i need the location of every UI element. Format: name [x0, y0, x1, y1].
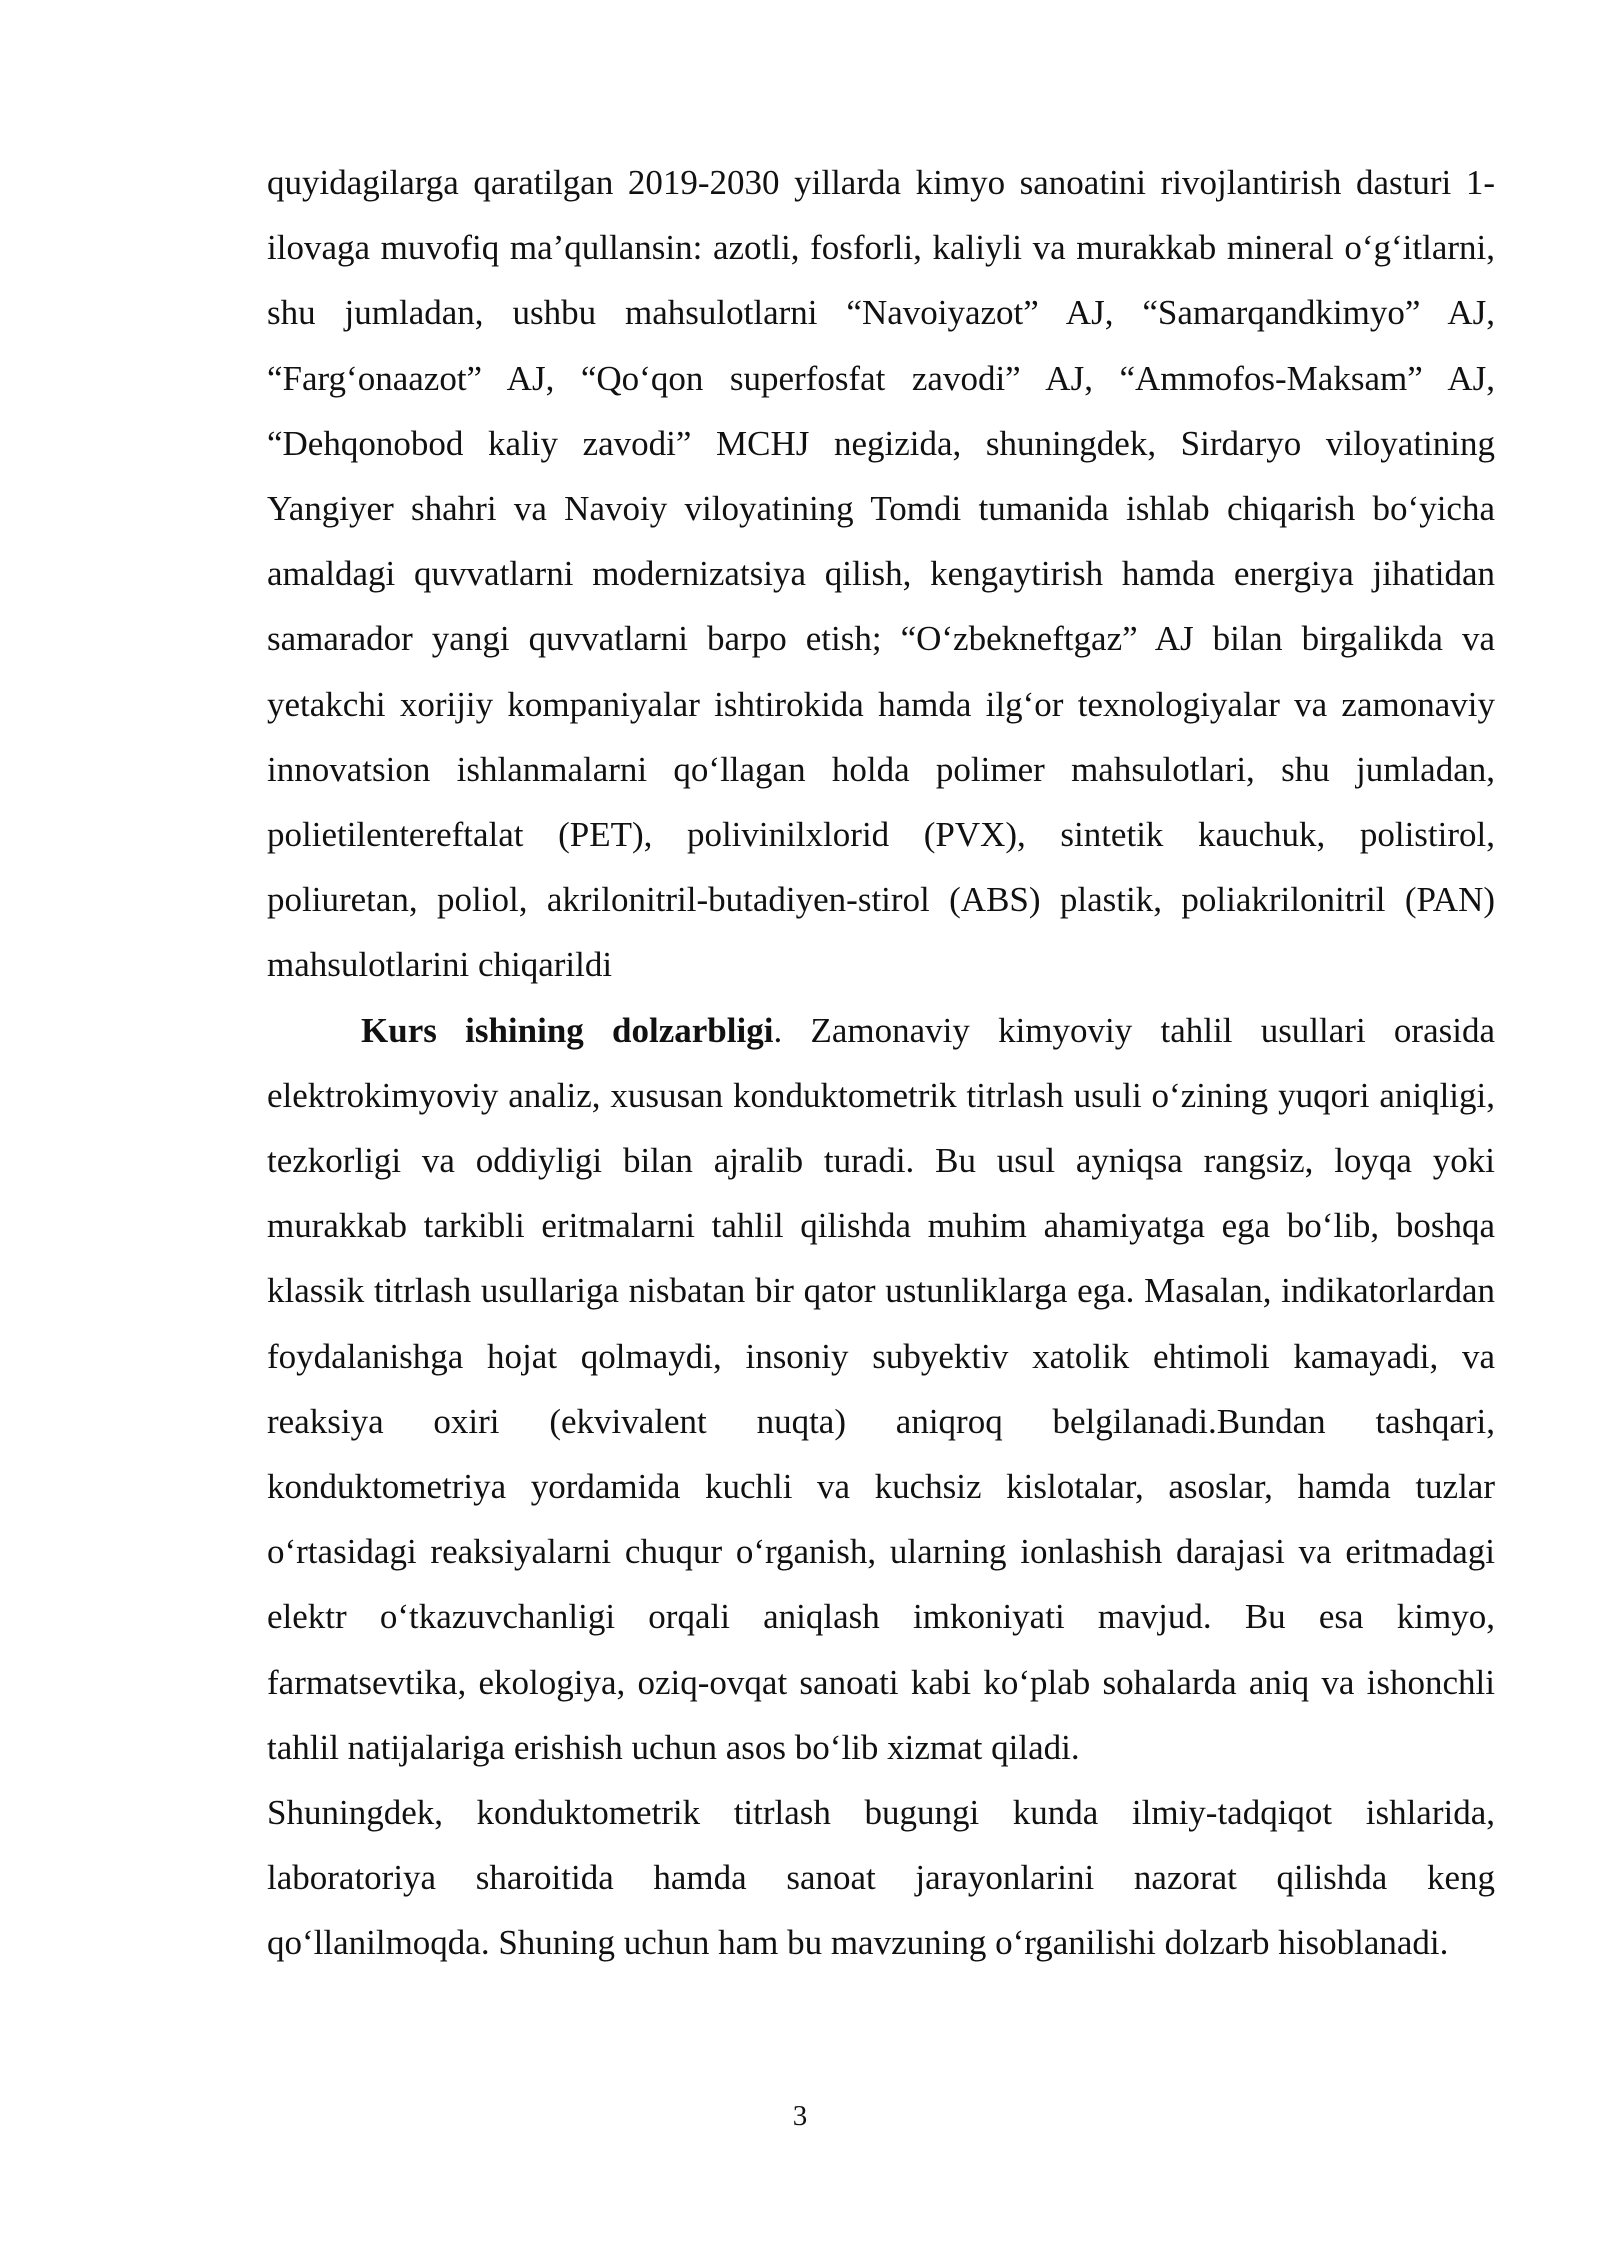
section-heading-inline: Kurs ishining dolzarbligi [361, 1010, 774, 1050]
paragraph-relevance-body: . Zamonaviy kimyoviy tahlil usullari orasida elektrokimyoviy analiz, xususan konduktometrik titrlash usuli o‘zining yuqori aniqligi, tezkorligi va oddiyligi bilan ajralib turadi. Bu usul ayniqsa rangsiz, loyqa yoki murakkab tarkibli eritmalarni tahlil qilishda muhim ahamiyatga ega bo‘lib, boshqa klassik titrlash usullariga nisbatan bir qator ustunliklarga ega. Masalan, indikatorlardan foydalanishga hojat qolmaydi, insoniy subyektiv xatolik ehtimoli kamayadi, va reaksiya oxiri (ekvivalent nuqta) aniqroq belgilanadi.Bundan tashqari, konduktometriya yordamida kuchli va kuchsiz kislotalar, asoslar, hamda tuzlar o‘rtasidagi reaksiyalarni chuqur o‘rganish, ularning ionlashish darajasi va eritmadagi elektr o‘tkazuvchanligi orqali aniqlash imkoniyati mavjud. Bu esa kimyo, farmatsevtika, ekologiya, oziq-ovqat sanoati kabi ko‘plab sohalarda aniq va ishonchli tahlil natijalariga erishish uchun asos bo‘lib xizmat qiladi. [267, 1010, 1495, 1767]
body-text [267, 150, 1495, 1976]
paragraph-continuation: quyidagilarga qaratilgan 2019-2030 yillarda kimyo sanoatini rivojlantirish dasturi 1-ilovaga muvofiq ma’qullansin: azotli, fosforli, kaliyli va murakkab mineral o‘g‘itlarni, shu jumladan, ushbu mahsulotlarni “Navoiyazot” AJ, “Samarqandkimyo” AJ, “Farg‘onaazot” AJ, “Qo‘qon superfosfat zavodi” AJ, “Ammofos-Maksam” AJ, “Dehqonobod kaliy zavodi” MCHJ negizida, shuningdek, Sirdaryo viloyatining Yangiyer shahri va Navoiy viloyatining Tomdi tumanida ishlab chiqarish bo‘yicha amaldagi quvvatlarni modernizatsiya qilish, kengaytirish hamda energiya jihatidan samarador yangi quvvatlarni barpo etish; “O‘zbekneftgaz” AJ bilan birgalikda va yetakchi xorijiy kompaniyalar ishtirokida hamda ilg‘or texnologiyalar va zamonaviy innovatsion ishlanmalarni qo‘llagan holda polimer mahsulotlari, shu jumladan, polietilentereftalat (PET), polivinilxlorid (PVX), sintetik kauchuk, polistirol, poliuretan, poliol, akrilonitril-butadiyen-stirol (ABS) plastik, poliakrilonitril (PAN) mahsulotlarini chiqarildi [267, 163, 1495, 985]
page-number: 3 [792, 2100, 808, 2132]
paragraph-conclusion: Shuningdek, konduktometrik titrlash bugungi kunda ilmiy-tadqiqot ishlarida, laboratoriya sharoitida hamda sanoat jarayonlarini nazorat qilishda keng qo‘llanilmoqda. Shuning uchun ham bu mavzuning o‘rganilishi dolzarb hisoblanadi. [267, 1793, 1495, 1963]
paragraph-relevance [267, 998, 1495, 1780]
